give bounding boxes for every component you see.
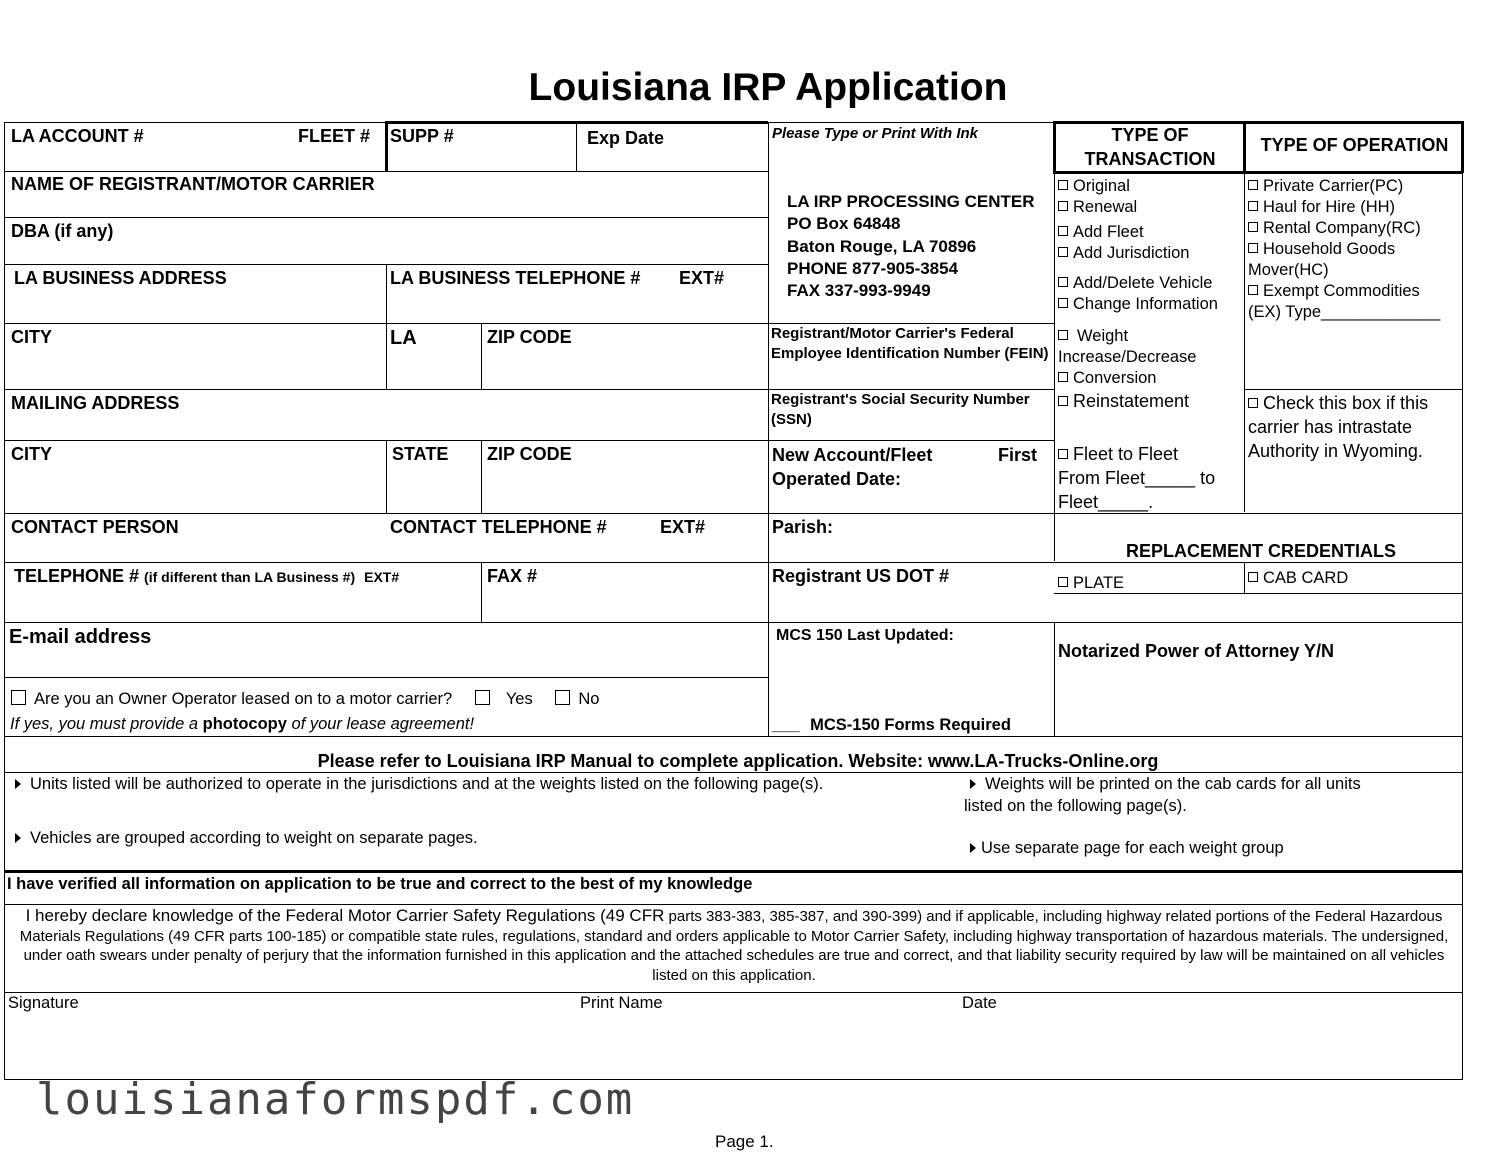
exp-date-label: Exp Date xyxy=(587,128,665,148)
from-fleet-label: From Fleet_____ to xyxy=(1058,468,1216,488)
business-ext-field[interactable]: EXT# xyxy=(679,268,725,288)
telephone-label: TELEPHONE # xyxy=(14,566,140,586)
mcs150-blank: ___ xyxy=(772,716,800,734)
processing-center-fax: FAX 337-993-9949 xyxy=(787,281,931,301)
reinstatement-label: Reinstatement xyxy=(1073,391,1190,411)
renewal-label: Renewal xyxy=(1073,198,1138,216)
owner-operator-checkbox[interactable] xyxy=(11,690,26,705)
add-delete-vehicle-label: Add/Delete Vehicle xyxy=(1073,274,1213,292)
mcs150-required[interactable] xyxy=(772,714,1011,736)
bullet-weights-text-1: Weights will be printed on the cab cards for all units xyxy=(985,775,1361,793)
wyoming-label-1: Check this box if this xyxy=(1263,393,1429,413)
exempt-commodities-type[interactable]: (EX) Type_____________ xyxy=(1248,303,1441,321)
city-field[interactable]: CITY xyxy=(11,327,53,347)
wyoming-label-3: Authority in Wyoming. xyxy=(1248,441,1423,461)
plate-checkbox[interactable] xyxy=(1058,577,1068,587)
owner-operator-question: Are you an Owner Operator leased on to a motor carrier? xyxy=(34,690,453,708)
yes-label: Yes xyxy=(505,690,533,708)
type-of-transaction-line1: TYPE OF xyxy=(1111,125,1189,145)
mcs150-updated-field[interactable]: MCS 150 Last Updated: xyxy=(776,627,954,644)
option-conversion[interactable] xyxy=(1058,368,1156,389)
option-renewal[interactable] xyxy=(1058,197,1137,218)
to-fleet-label: Fleet_____. xyxy=(1058,492,1154,512)
bullet-weights-printed xyxy=(964,774,1361,817)
new-account-date-field[interactable] xyxy=(772,443,1038,491)
bullet-units-authorized xyxy=(15,774,823,795)
haul-for-hire-checkbox[interactable] xyxy=(1248,201,1258,211)
fleet-to-fleet-label: Fleet to Fleet xyxy=(1073,444,1179,464)
declaration-lead: I hereby declare knowledge of the Federal Motor Carrier Safety Regulations (49 CFR xyxy=(25,906,665,925)
weight-checkbox[interactable] xyxy=(1058,330,1068,340)
type-of-operation-heading: TYPE OF OPERATION xyxy=(1260,135,1449,155)
renewal-checkbox[interactable] xyxy=(1058,201,1068,211)
declaration-rest: parts 383-383, 385-387, and 390-399) and if applicable, including highway related portions of the Federal Hazardous Materials Regulations (49 CFR parts 100-185) or compatible state rules, regulations, standard and orders applicable to Motor Carrier Safety, including highway transportation of hazardous materials. The undersigned, under oath swears under penalty of perjury that the information furnished in this application and the attached schedules are true and correct, and that liability security required by law will be maintained on all vehicles listed on this application. xyxy=(19,908,1449,984)
rental-company-checkbox[interactable] xyxy=(1248,222,1258,232)
date-field[interactable]: Date xyxy=(962,994,997,1012)
fleet-to-fleet-checkbox[interactable] xyxy=(1058,449,1068,459)
us-dot-field[interactable]: Registrant US DOT # xyxy=(772,566,950,586)
new-account-first: First xyxy=(998,445,1038,465)
power-of-attorney-field[interactable]: Notarized Power of Attorney Y/N xyxy=(1058,641,1335,661)
business-telephone-field[interactable]: LA BUSINESS TELEPHONE # xyxy=(390,268,641,288)
option-exempt-commodities[interactable] xyxy=(1248,281,1420,302)
private-carrier-checkbox[interactable] xyxy=(1248,180,1258,190)
business-address-field[interactable]: LA BUSINESS ADDRESS xyxy=(14,268,227,288)
household-goods-label-2: Mover(HC) xyxy=(1248,261,1329,279)
processing-center-phone: PHONE 877-905-3854 xyxy=(787,258,959,278)
fleet-label: FLEET # xyxy=(298,126,371,146)
option-household-goods[interactable] xyxy=(1248,239,1395,260)
la-account-label: LA ACCOUNT # xyxy=(11,126,144,146)
wyoming-label-2: carrier has intrastate xyxy=(1248,417,1413,437)
option-plate[interactable] xyxy=(1058,573,1124,594)
no-label: No xyxy=(578,690,600,708)
option-reinstatement[interactable] xyxy=(1058,391,1189,412)
fein-field[interactable] xyxy=(771,324,1049,364)
page-number: Page 1. xyxy=(715,1132,774,1151)
lease-note-b: photocopy xyxy=(202,715,287,733)
add-delete-vehicle-checkbox[interactable] xyxy=(1058,277,1068,287)
new-account-label-2: Operated Date: xyxy=(772,469,902,489)
rental-company-label: Rental Company(RC) xyxy=(1263,219,1421,237)
owner-operator-row xyxy=(11,689,599,710)
option-haul-for-hire[interactable] xyxy=(1248,197,1395,218)
processing-center-city: Baton Rouge, LA 70896 xyxy=(787,236,977,256)
type-of-transaction-line2: TRANSACTION xyxy=(1084,149,1216,169)
verification-statement: I have verified all information on application to be true and correct to the best of my knowledge xyxy=(7,875,753,893)
cab-card-checkbox[interactable] xyxy=(1248,572,1258,582)
bullet-separate-text: Use separate page for each weight group xyxy=(981,839,1284,857)
mailing-city-field[interactable]: CITY xyxy=(11,444,53,464)
mailing-state-field[interactable]: STATE xyxy=(392,444,449,464)
add-fleet-checkbox[interactable] xyxy=(1058,226,1068,236)
cab-card-label: CAB CARD xyxy=(1263,569,1349,587)
email-field[interactable]: E-mail address xyxy=(9,626,152,648)
print-name-field[interactable]: Print Name xyxy=(580,994,663,1012)
parish-field[interactable]: Parish: xyxy=(772,517,834,537)
fax-field[interactable]: FAX # xyxy=(487,566,538,586)
plate-label: PLATE xyxy=(1073,574,1125,592)
supp-label: SUPP # xyxy=(390,126,454,146)
page-title: Louisiana IRP Application xyxy=(528,66,1008,109)
option-original[interactable] xyxy=(1058,176,1130,197)
option-weight[interactable] xyxy=(1058,326,1128,347)
option-cab-card[interactable] xyxy=(1248,568,1348,589)
replacement-credentials-heading: REPLACEMENT CREDENTIALS xyxy=(1125,541,1396,561)
household-goods-checkbox[interactable] xyxy=(1248,243,1258,253)
conversion-label: Conversion xyxy=(1073,369,1157,387)
ink-note: Please Type or Print With Ink xyxy=(772,125,979,142)
original-checkbox[interactable] xyxy=(1058,180,1068,190)
ssn-field[interactable] xyxy=(771,390,1030,430)
dba-field[interactable]: DBA (if any) xyxy=(11,221,114,241)
manual-note: Please refer to Louisiana IRP Manual to complete application. Website: www.LA-Trucks-Online.org xyxy=(317,751,1159,771)
signature-field[interactable]: Signature xyxy=(8,994,79,1012)
lease-note xyxy=(10,714,474,735)
new-account-label-1: New Account/Fleet xyxy=(772,445,933,465)
contact-telephone-field[interactable]: CONTACT TELEPHONE # xyxy=(390,517,607,537)
telephone-field[interactable] xyxy=(14,565,399,588)
bullet-arrow-icon xyxy=(15,833,21,843)
processing-center-po-box: PO Box 64848 xyxy=(787,214,901,234)
original-label: Original xyxy=(1073,177,1130,195)
option-rental-company[interactable] xyxy=(1248,218,1421,239)
add-jurisdiction-checkbox[interactable] xyxy=(1058,247,1068,257)
no-checkbox[interactable] xyxy=(555,690,570,705)
mailing-address-field[interactable]: MAILING ADDRESS xyxy=(11,393,180,413)
option-add-delete-vehicle[interactable] xyxy=(1058,273,1212,294)
type-of-transaction-heading xyxy=(1056,123,1244,171)
conversion-checkbox[interactable] xyxy=(1058,372,1068,382)
bullet-weights-text-2: listed on the following page(s). xyxy=(964,797,1187,815)
bullet-arrow-icon xyxy=(15,779,21,789)
bullet-arrow-icon xyxy=(970,843,976,853)
household-goods-label-1: Household Goods xyxy=(1263,240,1396,258)
ssn-label-2: (SSN) xyxy=(771,411,812,428)
lease-note-a: If yes, you must provide a xyxy=(10,715,199,733)
contact-ext-field[interactable]: EXT# xyxy=(660,517,706,537)
yes-checkbox[interactable] xyxy=(475,690,490,705)
option-change-information[interactable] xyxy=(1058,294,1218,315)
la-state-label: LA xyxy=(390,327,417,349)
exempt-commodities-checkbox[interactable] xyxy=(1248,285,1258,295)
fein-label-2: Employee Identification Number (FEIN) xyxy=(771,345,1049,362)
zip-code-field[interactable]: ZIP CODE xyxy=(487,327,572,347)
bullet-vehicles-text: Vehicles are grouped according to weight on separate pages. xyxy=(30,829,478,847)
mailing-zip-field[interactable]: ZIP CODE xyxy=(487,444,572,464)
option-fleet-to-fleet[interactable] xyxy=(1058,442,1215,514)
option-private-carrier[interactable] xyxy=(1248,176,1403,197)
option-wyoming-authority[interactable] xyxy=(1248,391,1428,463)
telephone-note: (if different than LA Business #) xyxy=(144,569,356,585)
fein-label-1: Registrant/Motor Carrier's Federal xyxy=(771,325,1014,342)
reinstatement-checkbox[interactable] xyxy=(1058,396,1068,406)
bullet-units-text: Units listed will be authorized to operate in the jurisdictions and at the weights listed on the following page(s). xyxy=(30,775,824,793)
option-add-fleet[interactable] xyxy=(1058,222,1144,243)
exempt-commodities-label-1: Exempt Commodities xyxy=(1263,282,1420,300)
change-information-checkbox[interactable] xyxy=(1058,298,1068,308)
registrant-name-field[interactable]: NAME OF REGISTRANT/MOTOR CARRIER xyxy=(11,174,375,194)
telephone-ext-label: EXT# xyxy=(364,569,400,585)
weight-increase-decrease-label: Increase/Decrease xyxy=(1058,348,1197,366)
processing-center-address xyxy=(787,191,1034,302)
wyoming-checkbox[interactable] xyxy=(1248,398,1258,408)
change-information-label: Change Information xyxy=(1073,295,1218,313)
declaration-text xyxy=(6,906,1462,985)
bullet-vehicles-grouped xyxy=(15,828,478,849)
lease-note-c: of your lease agreement! xyxy=(291,715,475,733)
mcs150-required-label: MCS-150 Forms Required xyxy=(810,716,1011,734)
ssn-label-1: Registrant's Social Security Number xyxy=(771,391,1030,408)
haul-for-hire-label: Haul for Hire (HH) xyxy=(1263,198,1396,216)
add-jurisdiction-label: Add Jurisdiction xyxy=(1073,244,1190,262)
watermark: louisianaformspdf.com xyxy=(36,1074,635,1125)
processing-center-name: LA IRP PROCESSING CENTER xyxy=(787,192,1035,211)
option-add-jurisdiction[interactable] xyxy=(1058,243,1189,264)
contact-person-field[interactable]: CONTACT PERSON xyxy=(11,517,179,537)
weight-label: Weight xyxy=(1077,327,1129,345)
bullet-separate-page xyxy=(970,838,1284,859)
private-carrier-label: Private Carrier(PC) xyxy=(1263,177,1404,195)
add-fleet-label: Add Fleet xyxy=(1073,223,1144,241)
bullet-arrow-icon xyxy=(970,779,976,789)
